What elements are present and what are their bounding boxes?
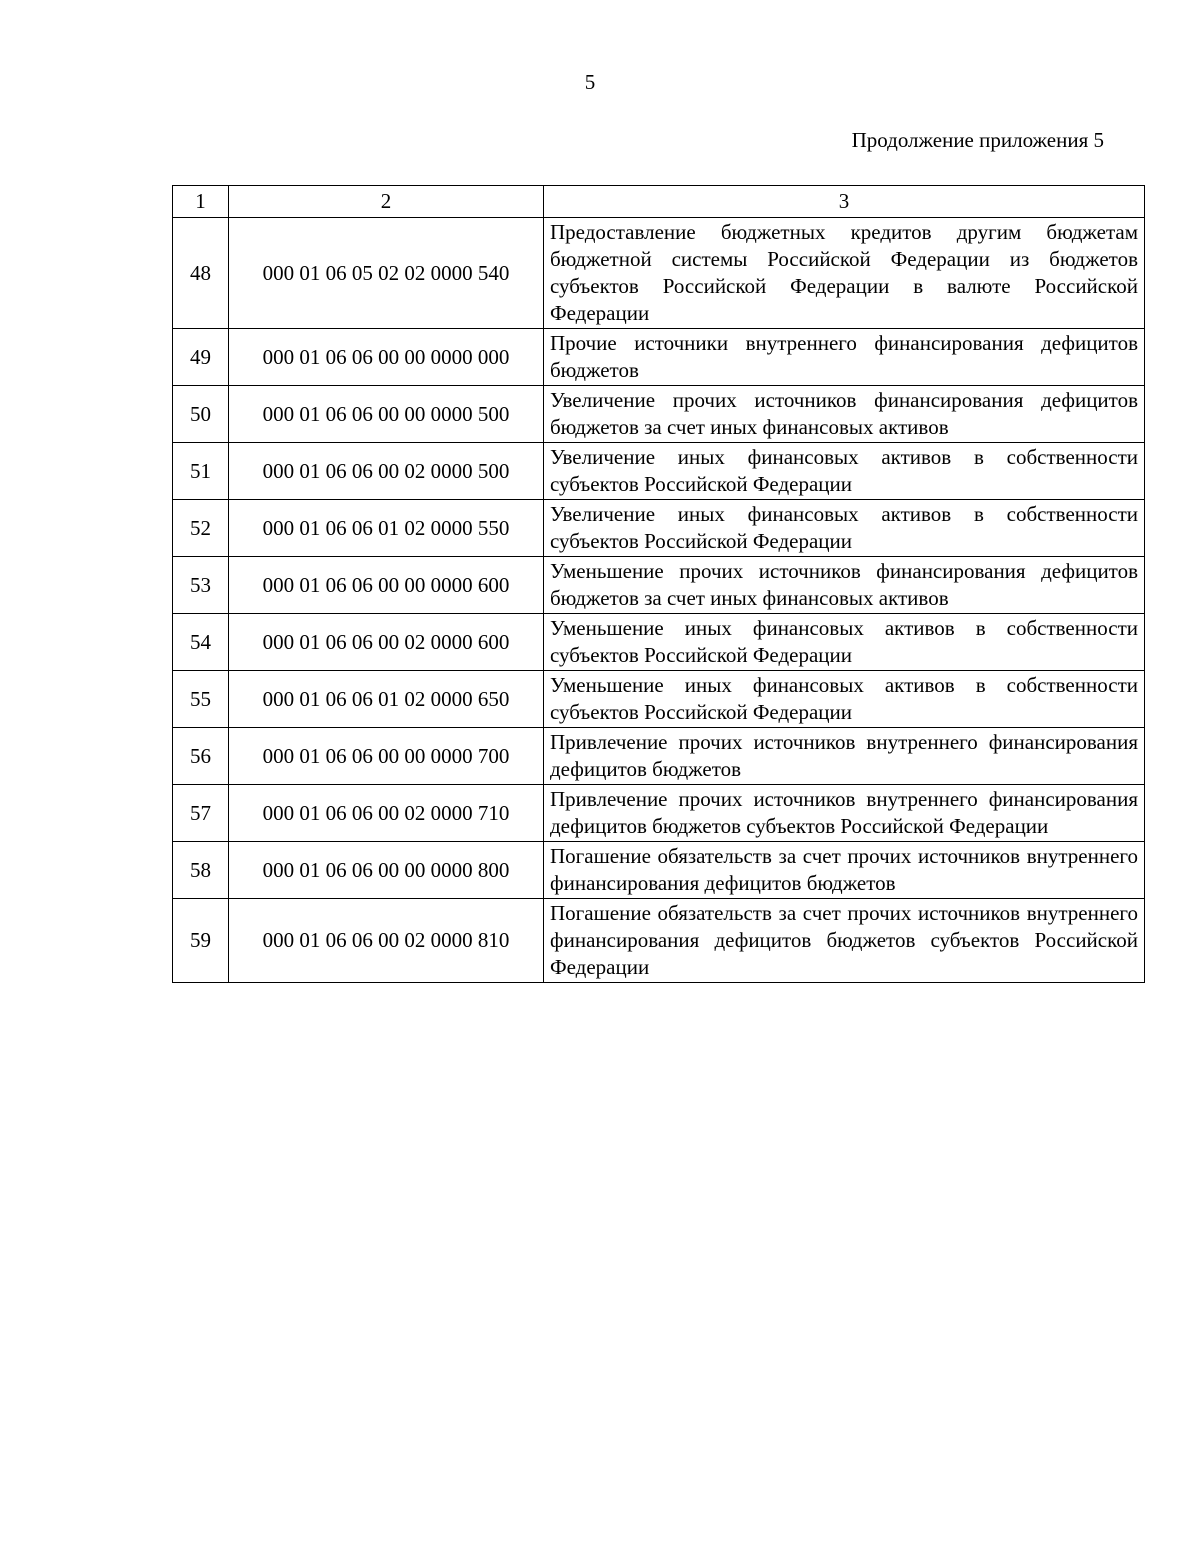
column-header-2: 2 [229, 186, 544, 218]
table-row [173, 557, 1145, 614]
table-header-row [173, 186, 1145, 218]
page-number [0, 70, 1200, 94]
table-row [173, 218, 1145, 329]
table-row [173, 899, 1145, 983]
source-description: Прочие источники внутреннего финансирования дефицитов бюджетов [544, 329, 1145, 386]
budget-classification-code: 000 01 06 06 00 00 0000 600 [229, 557, 544, 614]
source-description: Привлечение прочих источников внутреннего финансирования дефицитов бюджетов субъектов Российской Федерации [544, 785, 1145, 842]
budget-classification-code: 000 01 06 06 00 02 0000 710 [229, 785, 544, 842]
sources-table [172, 185, 1145, 983]
column-header-1: 1 [173, 186, 229, 218]
table-row [173, 386, 1145, 443]
source-description: Погашение обязательств за счет прочих источников внутреннего финансирования дефицитов бюджетов субъектов Российской Федерации [544, 899, 1145, 983]
row-number: 48 [173, 218, 229, 329]
source-description: Погашение обязательств за счет прочих источников внутреннего финансирования дефицитов бюджетов [544, 842, 1145, 899]
sources-table-body [173, 186, 1145, 983]
row-number: 53 [173, 557, 229, 614]
budget-classification-code: 000 01 06 06 00 02 0000 600 [229, 614, 544, 671]
budget-classification-code: 000 01 06 06 00 00 0000 800 [229, 842, 544, 899]
table-row [173, 842, 1145, 899]
row-number: 50 [173, 386, 229, 443]
row-number: 55 [173, 671, 229, 728]
row-number: 54 [173, 614, 229, 671]
budget-classification-code: 000 01 06 06 01 02 0000 650 [229, 671, 544, 728]
budget-classification-code: 000 01 06 05 02 02 0000 540 [229, 218, 544, 329]
source-description: Уменьшение иных финансовых активов в собственности субъектов Российской Федерации [544, 614, 1145, 671]
budget-classification-code: 000 01 06 06 00 00 0000 700 [229, 728, 544, 785]
budget-classification-code: 000 01 06 06 00 02 0000 500 [229, 443, 544, 500]
source-description: Увеличение прочих источников финансирования дефицитов бюджетов за счет иных финансовых активов [544, 386, 1145, 443]
row-number: 56 [173, 728, 229, 785]
column-header-3: 3 [544, 186, 1145, 218]
source-description: Привлечение прочих источников внутреннего финансирования дефицитов бюджетов [544, 728, 1145, 785]
source-description: Уменьшение иных финансовых активов в собственности субъектов Российской Федерации [544, 671, 1145, 728]
row-number: 51 [173, 443, 229, 500]
row-number: 57 [173, 785, 229, 842]
budget-classification-code: 000 01 06 06 00 00 0000 500 [229, 386, 544, 443]
budget-classification-code: 000 01 06 06 01 02 0000 550 [229, 500, 544, 557]
table-row [173, 671, 1145, 728]
table-row [173, 728, 1145, 785]
appendix-continuation-label: Продолжение приложения 5 [851, 128, 1104, 152]
table-row [173, 500, 1145, 557]
row-number: 58 [173, 842, 229, 899]
table-row [173, 614, 1145, 671]
row-number: 52 [173, 500, 229, 557]
source-description: Увеличение иных финансовых активов в собственности субъектов Российской Федерации [544, 443, 1145, 500]
page-number-text: 5 [584, 70, 596, 94]
row-number: 49 [173, 329, 229, 386]
budget-classification-code: 000 01 06 06 00 00 0000 000 [229, 329, 544, 386]
source-description: Уменьшение прочих источников финансирования дефицитов бюджетов за счет иных финансовых активов [544, 557, 1145, 614]
table-row [173, 443, 1145, 500]
table-row [173, 329, 1145, 386]
table-row [173, 785, 1145, 842]
source-description: Предоставление бюджетных кредитов другим бюджетам бюджетной системы Российской Федерации из бюджетов субъектов Российской Федерации в валюте Российской Федерации [544, 218, 1145, 329]
source-description: Увеличение иных финансовых активов в собственности субъектов Российской Федерации [544, 500, 1145, 557]
row-number: 59 [173, 899, 229, 983]
budget-classification-code: 000 01 06 06 00 02 0000 810 [229, 899, 544, 983]
